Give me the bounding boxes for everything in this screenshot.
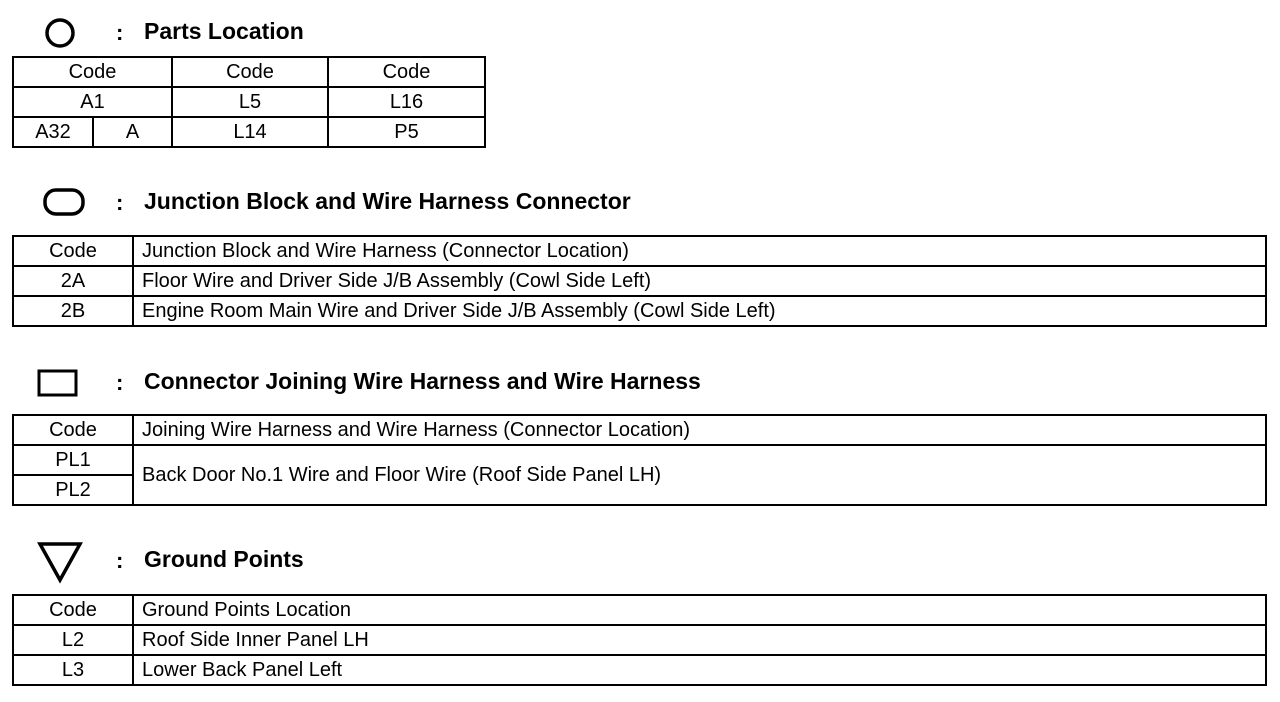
code-cell: L2 — [13, 625, 133, 655]
code-cell: L16 — [328, 87, 485, 117]
description-cell: Engine Room Main Wire and Driver Side J/B Assembly (Cowl Side Left) — [133, 296, 1266, 326]
parts-location-header — [0, 12, 1280, 52]
table-row — [13, 625, 1266, 655]
description-cell: Floor Wire and Driver Side J/B Assembly (Cowl Side Left) — [133, 266, 1266, 296]
table-row — [13, 87, 485, 117]
header-cell: Code — [13, 595, 133, 625]
ground-points-table — [12, 594, 1267, 686]
table-row — [13, 117, 485, 147]
junction-block-header — [0, 182, 1280, 222]
code-cell: L5 — [172, 87, 328, 117]
header-cell: Code — [172, 57, 328, 87]
code-cell: 2A — [13, 266, 133, 296]
code-cell: PL2 — [13, 475, 133, 505]
section-title: Parts Location — [144, 18, 304, 44]
connector-joining-table — [12, 414, 1267, 506]
section-title: Ground Points — [144, 546, 304, 572]
code-cell: A32 — [13, 117, 93, 147]
table-header-row — [13, 57, 485, 87]
table-header-row — [13, 415, 1266, 445]
header-cell: Code — [328, 57, 485, 87]
description-cell: Lower Back Panel Left — [133, 655, 1266, 685]
code-cell: 2B — [13, 296, 133, 326]
table-row — [13, 266, 1266, 296]
table-header-row — [13, 236, 1266, 266]
header-cell: Code — [13, 415, 133, 445]
section-colon: : — [116, 370, 124, 395]
description-cell: Back Door No.1 Wire and Floor Wire (Roof Side Panel LH) — [133, 445, 1266, 505]
parts-location-table — [12, 56, 486, 148]
code-cell: P5 — [328, 117, 485, 147]
junction-block-table — [12, 235, 1267, 327]
table-row — [13, 296, 1266, 326]
code-cell: PL1 — [13, 445, 133, 475]
section-colon: : — [116, 190, 124, 215]
section-title: Connector Joining Wire Harness and Wire Harness — [144, 368, 701, 394]
header-cell: Junction Block and Wire Harness (Connector Location) — [133, 236, 1266, 266]
section-title: Junction Block and Wire Harness Connector — [144, 188, 631, 214]
code-cell: L3 — [13, 655, 133, 685]
description-cell: Roof Side Inner Panel LH — [133, 625, 1266, 655]
code-cell: L14 — [172, 117, 328, 147]
header-cell: Ground Points Location — [133, 595, 1266, 625]
ground-points-header — [0, 538, 1280, 578]
table-header-row — [13, 595, 1266, 625]
header-cell: Code — [13, 236, 133, 266]
header-cell: Code — [13, 57, 172, 87]
section-colon: : — [116, 20, 124, 45]
section-colon: : — [116, 548, 124, 573]
circle-icon — [44, 17, 76, 49]
table-row — [13, 445, 1266, 475]
table-row — [13, 655, 1266, 685]
triangle-down-icon — [36, 540, 84, 584]
code-cell: A1 — [13, 87, 172, 117]
rounded-rect-icon — [42, 187, 86, 217]
header-cell: Joining Wire Harness and Wire Harness (Connector Location) — [133, 415, 1266, 445]
connector-joining-header — [0, 362, 1280, 402]
code-cell: A — [93, 117, 172, 147]
square-icon — [36, 368, 80, 398]
